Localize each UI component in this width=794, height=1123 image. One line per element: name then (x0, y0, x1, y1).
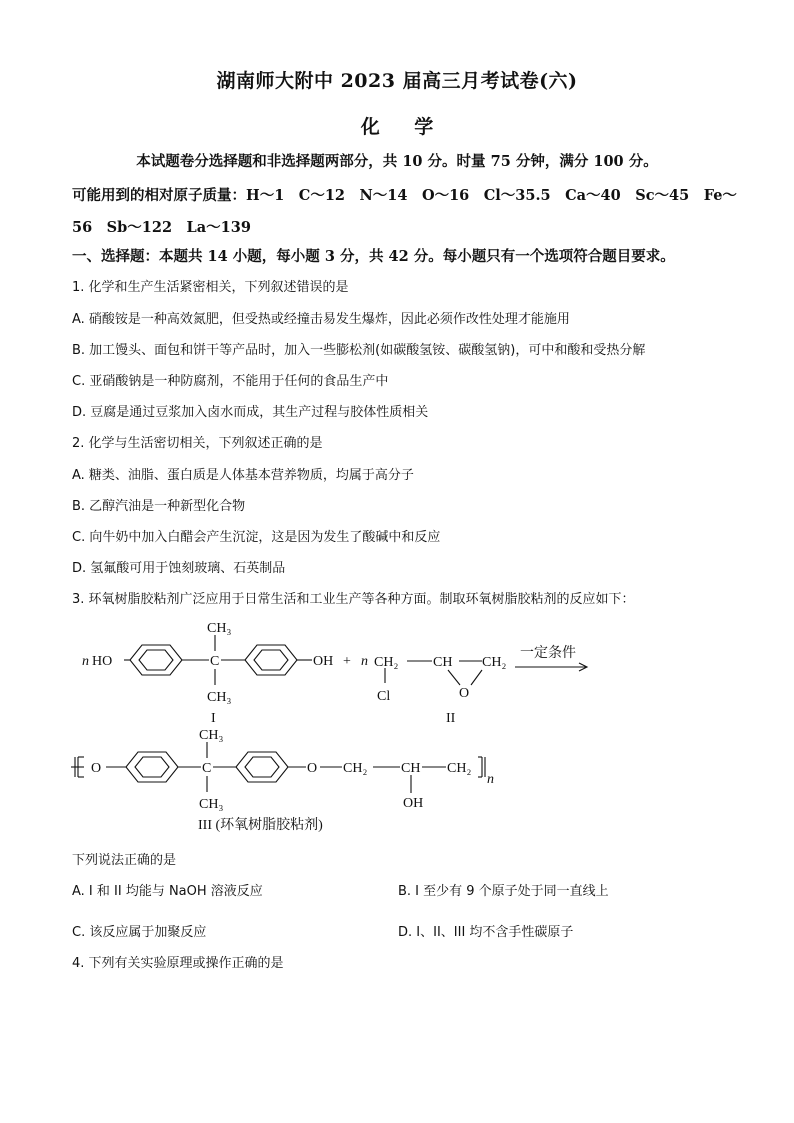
q4-stem: 4. 下列有关实验原理或操作正确的是 (72, 956, 284, 971)
q1-option-c: C. 亚硝酸钠是一种防腐剂，不能用于任何的食品生产中 (72, 374, 389, 389)
reaction-condition: 一定条件 (520, 646, 576, 661)
q3-option-d: D. I、II、III 均不含手性碳原子 (398, 925, 574, 940)
product-ch2-right: CH₂ (447, 761, 472, 776)
reaction-coefficient: n (82, 654, 89, 669)
quaternary-carbon: C (210, 654, 220, 669)
product-methyl-top: CH₃ (199, 728, 224, 743)
q3-stem: 3. 环氧树脂胶粘剂广泛应用于日常生活和工业生产等各种方面。制取环氧树脂胶粘剂的反应如下： (72, 592, 635, 607)
product-ether-oxygen: O (307, 761, 318, 776)
q2-option-d: D. 氢氟酸可用于蚀刻玻璃、石英制品 (72, 561, 286, 576)
q1-stem: 1. 化学和生产生活紧密相关，下列叙述错误的是 (72, 280, 349, 295)
hydroxyl-right: OH (313, 654, 334, 669)
label-compound-3: III (环氧树脂胶粘剂) (198, 818, 323, 833)
product-ch: CH (401, 761, 421, 776)
repeat-subscript-n: n (487, 772, 494, 787)
q3-prompt: 下列说法正确的是 (72, 853, 177, 868)
q3-option-b: B. I 至少有 9 个原子处于同一直线上 (398, 884, 609, 899)
reaction-diagram (0, 605, 794, 845)
atomic-mass-line-1: 可能用到的相对原子质量：H～1 C～12 N～14 O～16 Cl～35.5 Ca～40 Sc～45 Fe～ (72, 187, 737, 204)
reaction-coefficient-2: n (361, 654, 368, 669)
atomic-mass-line-2: 56 Sb～122 La～139 (72, 219, 251, 236)
hydroxyl-left: HO (92, 654, 113, 669)
q1-option-d: D. 豆腐是通过豆浆加入卤水而成，其生产过程与胶体性质相关 (72, 405, 429, 420)
q3-option-a: A. I 和 II 均能与 NaOH 溶液反应 (72, 884, 263, 899)
q3-option-c: C. 该反应属于加聚反应 (72, 925, 207, 940)
q2-option-a: A. 糖类、油脂、蛋白质是人体基本营养物质，均属于高分子 (72, 468, 414, 483)
q2-option-b: B. 乙醇汽油是一种新型化合物 (72, 499, 246, 514)
q1-option-b: B. 加工馒头、面包和饼干等产品时，加入一些膨松剂(如碳酸氢铵、碳酸氢钠)，可中和酸和受热分解 (72, 343, 646, 358)
product-oxygen-left: O (91, 761, 102, 776)
methyl-bottom: CH₃ (207, 690, 232, 705)
q2-stem: 2. 化学与生活密切相关，下列叙述正确的是 (72, 436, 323, 451)
chlorine: Cl (377, 689, 391, 704)
ch2-right: CH₂ (482, 655, 507, 670)
section-heading: 一、选择题：本题共 14 小题，每小题 3 分，共 42 分。每小题只有一个选项符合题目要求。 (72, 248, 675, 265)
product-methyl-bottom: CH₃ (199, 797, 224, 812)
product-ch2-left: CH₂ (343, 761, 368, 776)
q1-option-a: A. 硝酸铵是一种高效氮肥，但受热或经撞击易发生爆炸，因此必须作改性处理才能施用 (72, 312, 570, 327)
label-compound-2: II (446, 711, 456, 726)
label-compound-1: I (211, 711, 216, 726)
exam-intro: 本试题卷分选择题和非选择题两部分，共 10 分。时量 75 分钟，满分 100 分。 (136, 153, 658, 170)
epoxide-oxygen: O (459, 686, 470, 701)
product-hydroxyl: OH (403, 796, 424, 811)
ch2-left: CH₂ (374, 655, 399, 670)
ch-middle: CH (433, 655, 453, 670)
product-carbon: C (202, 761, 212, 776)
plus-sign: + (343, 654, 351, 669)
subject-heading: 化 学 (360, 116, 448, 138)
methyl-top: CH₃ (207, 621, 232, 636)
exam-title: 湖南师大附中 2023 届高三月考试卷(六) (216, 70, 578, 92)
q2-option-c: C. 向牛奶中加入白醋会产生沉淀，这是因为发生了酸碱中和反应 (72, 530, 441, 545)
